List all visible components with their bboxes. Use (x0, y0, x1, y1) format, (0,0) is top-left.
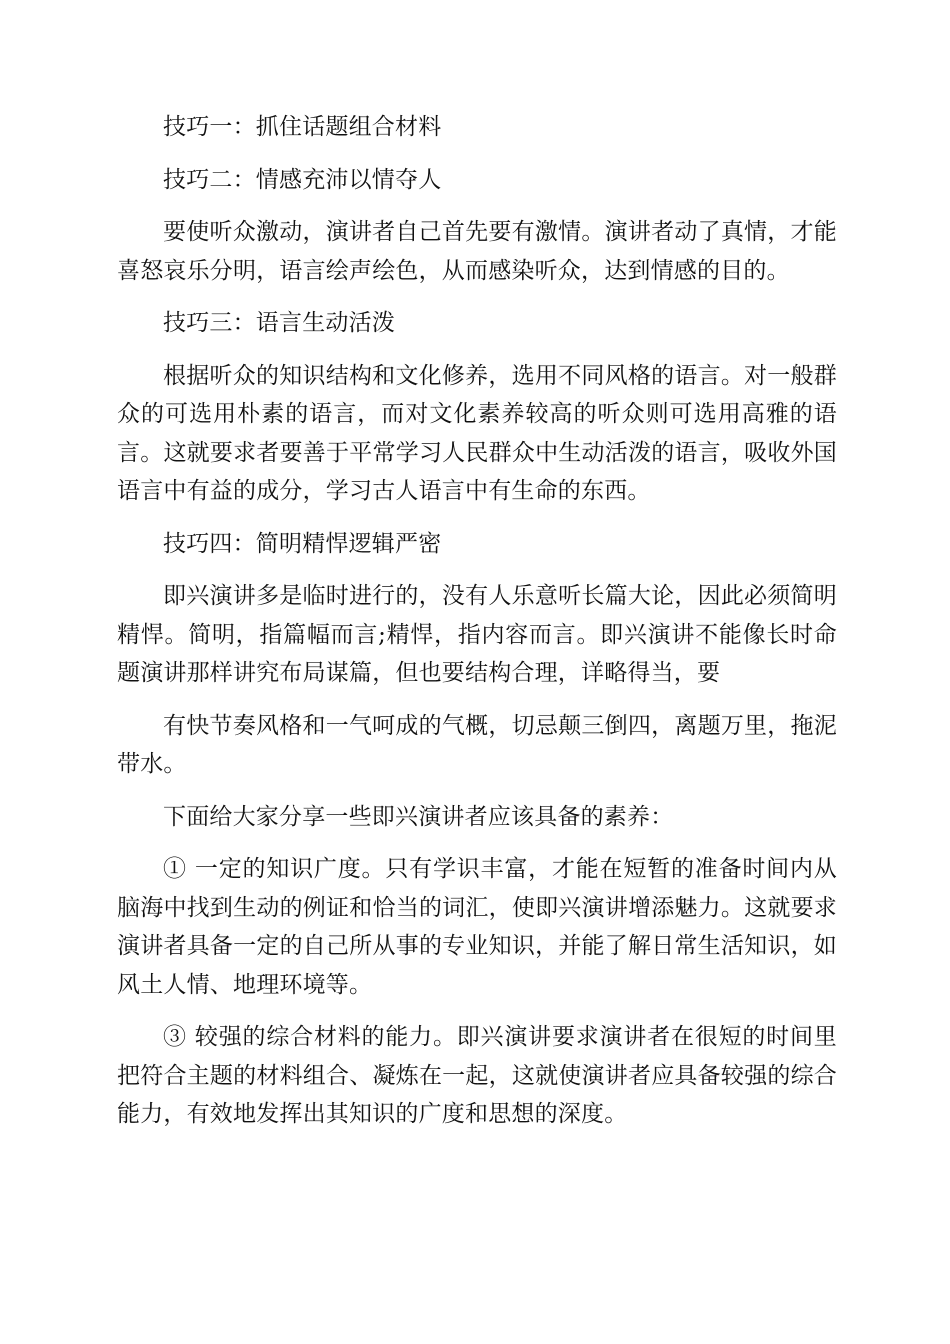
heading-technique-2: 技巧二：情感充沛以情夺人 (163, 166, 442, 193)
heading-technique-3: 技巧三：语言生动活泼 (163, 310, 395, 336)
heading-technique-1: 技巧一：抓住话题组合材料 (163, 114, 442, 140)
list-item: ① 一定的知识广度。只有学识丰富，才能在短暂的准备时间内从脑海中找到生动的例证和恰当的词汇，使即兴演讲增添魅力。这就要求演讲者具备一定的自己所从事的专业知识，并能了解日常生活知识，如风土人情、地理环境等。 (117, 856, 837, 998)
list-item: ③ 较强的综合材料的能力。即兴演讲要求演讲者在很短的时间里把符合主题的材料组合、凝炼在一起，这就使演讲者应具备较强的综合能力，有效地发挥出其知识的广度和思想的深度。 (117, 1024, 837, 1127)
heading-technique-4: 技巧四：简明精悍逻辑严密 (163, 530, 442, 557)
body-paragraph: 要使听众激动，演讲者自己首先要有激情。演讲者动了真情，才能喜怒哀乐分明，语言绘声绘色，从而感染听众，达到情感的目的。 (117, 219, 837, 284)
body-paragraph: 根据听众的知识结构和文化修养，选用不同风格的语言。对一般群众的可选用朴素的语言，而对文化素养较高的听众则可选用高雅的语言。这就要求者要善于平常学习人民群众中生动活泼的语言，吸收外国语言中有益的成分，学习古人语言中有生命的东西。 (117, 362, 837, 504)
document-body (117, 108, 837, 1148)
body-paragraph: 有快节奏风格和一气呵成的气概，切忌颠三倒四，离题万里，拖泥带水。 (117, 712, 837, 777)
body-paragraph: 即兴演讲多是临时进行的，没有人乐意听长篇大论，因此必须简明精悍。简明，指篇幅而言;精悍，指内容而言。即兴演讲不能像长时命题演讲那样讲究布局谋篇，但也要结构合理，详略得当，要 (117, 583, 837, 686)
section-intro: 下面给大家分享一些即兴演讲者应该具备的素养： (163, 803, 674, 830)
